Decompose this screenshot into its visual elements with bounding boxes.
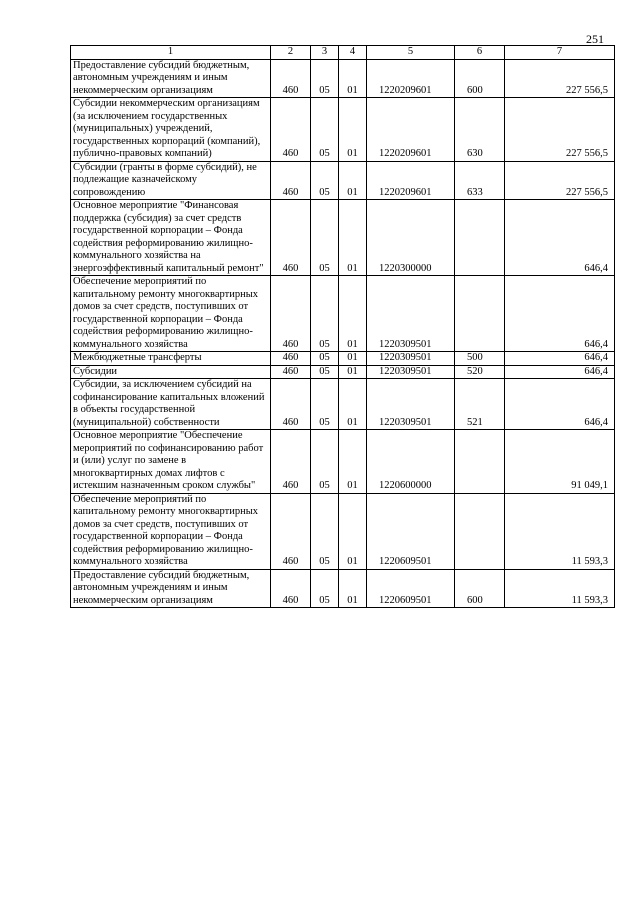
target-article-code: 1220309501 <box>367 352 455 366</box>
target-article-code: 1220309501 <box>367 276 455 352</box>
admin-code: 460 <box>271 493 311 569</box>
amount: 646,4 <box>505 200 615 276</box>
expense-type-code <box>455 276 505 352</box>
header-cell: 2 <box>271 46 311 60</box>
section-code: 05 <box>311 569 339 608</box>
subsection-code: 01 <box>339 493 367 569</box>
expense-type-code: 521 <box>455 379 505 430</box>
subsection-code: 01 <box>339 365 367 379</box>
expense-type-code <box>455 200 505 276</box>
row-name: Субсидии <box>71 365 271 379</box>
row-name: Субсидии (гранты в форме субсидий), не подлежащие казначейскому сопровождению <box>71 161 271 200</box>
admin-code: 460 <box>271 276 311 352</box>
target-article-code: 1220609501 <box>367 493 455 569</box>
expense-type-code: 520 <box>455 365 505 379</box>
amount: 11 593,3 <box>505 493 615 569</box>
amount: 227 556,5 <box>505 161 615 200</box>
target-article-code: 1220209601 <box>367 59 455 98</box>
row-name: Субсидии некоммерческим организациям (за исключением государственных (муниципальных) учреждений, государственных корпораций (компаний), публично-правовых компаний) <box>71 98 271 162</box>
admin-code: 460 <box>271 430 311 494</box>
admin-code: 460 <box>271 161 311 200</box>
subsection-code: 01 <box>339 430 367 494</box>
section-code: 05 <box>311 200 339 276</box>
section-code: 05 <box>311 379 339 430</box>
table-row <box>71 493 615 569</box>
table-row <box>71 161 615 200</box>
row-name: Основное мероприятие "Финансовая поддержка (субсидия) за счет средств государственной корпорации – Фонда содействия реформированию жилищно-коммунального хозяйства на энергоэффективный капитальный ремонт" <box>71 200 271 276</box>
expense-type-code: 600 <box>455 569 505 608</box>
row-name: Обеспечение мероприятий по капитальному ремонту многоквартирных домов за счет средств, поступивших от государственной корпорации – Фонда содействия реформированию жилищно-коммунального хозяйства <box>71 276 271 352</box>
admin-code: 460 <box>271 200 311 276</box>
admin-code: 460 <box>271 569 311 608</box>
subsection-code: 01 <box>339 59 367 98</box>
expense-type-code: 630 <box>455 98 505 162</box>
section-code: 05 <box>311 365 339 379</box>
target-article-code: 1220209601 <box>367 98 455 162</box>
subsection-code: 01 <box>339 161 367 200</box>
admin-code: 460 <box>271 379 311 430</box>
header-cell: 1 <box>71 46 271 60</box>
row-name: Основное мероприятие "Обеспечение мероприятий по софинансированию работ и (или) услуг по замене в многоквартирных домах лифтов с истекшим назначенным сроком службы" <box>71 430 271 494</box>
table-row <box>71 98 615 162</box>
amount: 646,4 <box>505 276 615 352</box>
row-name: Предоставление субсидий бюджетным, автономным учреждениям и иным некоммерческим организациям <box>71 569 271 608</box>
amount: 91 049,1 <box>505 430 615 494</box>
admin-code: 460 <box>271 98 311 162</box>
section-code: 05 <box>311 430 339 494</box>
row-name: Предоставление субсидий бюджетным, автономным учреждениям и иным некоммерческим организациям <box>71 59 271 98</box>
subsection-code: 01 <box>339 276 367 352</box>
table-header-row <box>71 46 615 60</box>
section-code: 05 <box>311 59 339 98</box>
amount: 646,4 <box>505 365 615 379</box>
table-row <box>71 276 615 352</box>
amount: 646,4 <box>505 352 615 366</box>
expense-type-code: 633 <box>455 161 505 200</box>
page-number: 251 <box>586 32 604 46</box>
expense-type-code: 500 <box>455 352 505 366</box>
table-row <box>71 430 615 494</box>
table-row <box>71 569 615 608</box>
header-cell: 7 <box>505 46 615 60</box>
row-name: Межбюджетные трансферты <box>71 352 271 366</box>
subsection-code: 01 <box>339 352 367 366</box>
header-cell: 6 <box>455 46 505 60</box>
target-article-code: 1220209601 <box>367 161 455 200</box>
target-article-code: 1220609501 <box>367 569 455 608</box>
budget-table <box>70 45 615 608</box>
expense-type-code: 600 <box>455 59 505 98</box>
subsection-code: 01 <box>339 379 367 430</box>
amount: 227 556,5 <box>505 59 615 98</box>
admin-code: 460 <box>271 352 311 366</box>
expense-type-code <box>455 493 505 569</box>
table-row <box>71 59 615 98</box>
target-article-code: 1220600000 <box>367 430 455 494</box>
expense-type-code <box>455 430 505 494</box>
admin-code: 460 <box>271 365 311 379</box>
target-article-code: 1220300000 <box>367 200 455 276</box>
subsection-code: 01 <box>339 200 367 276</box>
subsection-code: 01 <box>339 569 367 608</box>
section-code: 05 <box>311 493 339 569</box>
amount: 646,4 <box>505 379 615 430</box>
header-cell: 3 <box>311 46 339 60</box>
target-article-code: 1220309501 <box>367 365 455 379</box>
table-row <box>71 365 615 379</box>
table-row <box>71 379 615 430</box>
section-code: 05 <box>311 352 339 366</box>
section-code: 05 <box>311 161 339 200</box>
row-name: Субсидии, за исключением субсидий на софинансирование капитальных вложений в объекты государственной (муниципальной) собственности <box>71 379 271 430</box>
amount: 227 556,5 <box>505 98 615 162</box>
section-code: 05 <box>311 98 339 162</box>
row-name: Обеспечение мероприятий по капитальному ремонту многоквартирных домов за счет средств, поступивших от государственной корпорации – Фонда содействия реформированию жилищно-коммунального хозяйства <box>71 493 271 569</box>
admin-code: 460 <box>271 59 311 98</box>
table-row <box>71 352 615 366</box>
target-article-code: 1220309501 <box>367 379 455 430</box>
section-code: 05 <box>311 276 339 352</box>
subsection-code: 01 <box>339 98 367 162</box>
header-cell: 5 <box>367 46 455 60</box>
amount: 11 593,3 <box>505 569 615 608</box>
table-row <box>71 200 615 276</box>
header-cell: 4 <box>339 46 367 60</box>
